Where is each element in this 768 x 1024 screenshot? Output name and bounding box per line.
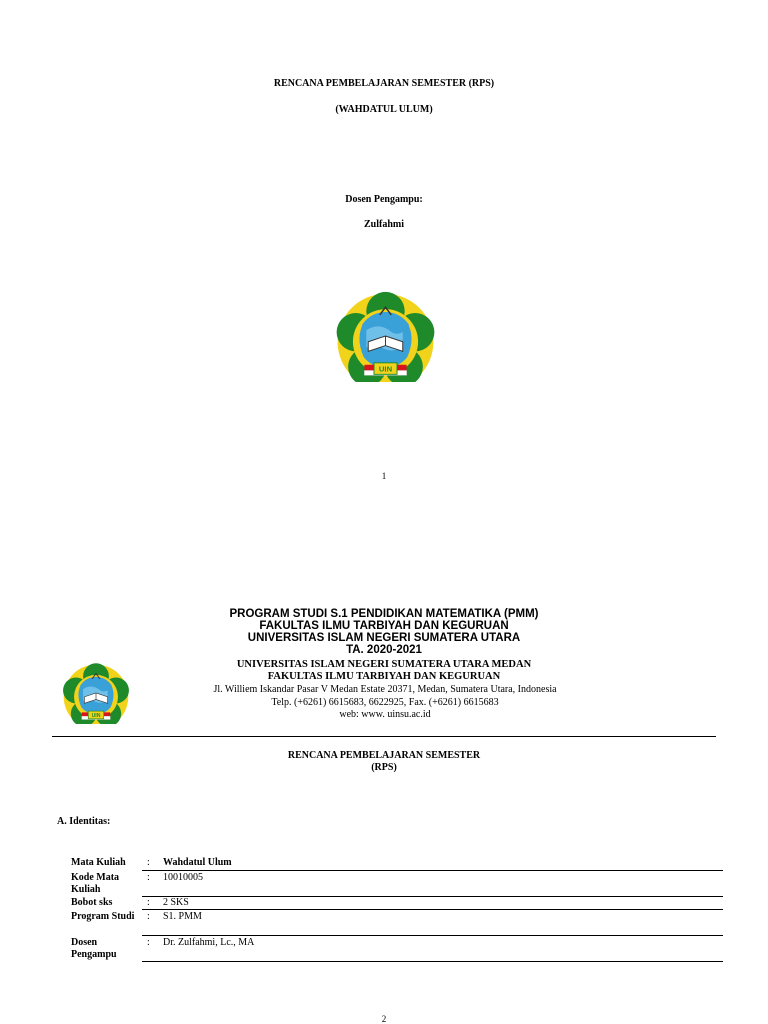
identity-label: Program Studi [71, 911, 135, 922]
identity-colon: : [147, 872, 150, 883]
identity-row-program [71, 911, 723, 937]
page-number-2: 2 [381, 1014, 387, 1024]
identity-value: Dr. Zulfahmi, Lc., MA [163, 937, 255, 948]
letterhead-faculty: FAKULTAS ILMU TARBIYAH DAN KEGURUAN [259, 620, 509, 632]
identity-row-line [142, 909, 723, 910]
letterhead-university: UNIVERSITAS ISLAM NEGERI SUMATERA UTARA [247, 632, 521, 644]
letterhead-program: PROGRAM STUDI S.1 PENDIDIKAN MATEMATIKA (PMM) [229, 608, 539, 620]
identity-row-course [71, 857, 723, 871]
identity-row-line [142, 935, 723, 936]
identity-row-lecturer [71, 937, 723, 963]
identity-value: S1. PMM [163, 911, 202, 922]
letterhead-phone: Telp. (+6261) 6615683, 6622925, Fax. (+6261) 6615683 [271, 697, 499, 708]
page-number-1: 1 [381, 471, 387, 481]
letterhead-university-city: UNIVERSITAS ISLAM NEGERI SUMATERA UTARA MEDAN [236, 659, 532, 670]
letterhead-academic-year: TA. 2020-2021 [346, 644, 422, 656]
letterhead-address: Jl. Williem Iskandar Pasar V Medan Estate 20371, Medan, Sumatera Utara, Indonesia [213, 684, 557, 695]
identity-colon: : [147, 937, 150, 948]
rps-title-line2: (RPS) [371, 762, 397, 773]
identity-row-line [142, 961, 723, 962]
identity-label: Bobot sks [71, 897, 113, 908]
identity-colon: : [147, 857, 150, 868]
uin-emblem-icon [332, 290, 439, 382]
cover-subtitle: (WAHDATUL ULUM) [335, 104, 433, 115]
cover-lecturer-label: Dosen Pengampu: [345, 194, 423, 205]
identity-label: Dosen Pengampu [71, 937, 117, 960]
identity-row-code [71, 872, 723, 897]
identity-value: 2 SKS [163, 897, 189, 908]
cover-title: RENCANA PEMBELAJARAN SEMESTER (RPS) [273, 78, 495, 89]
identity-value: 10010005 [163, 872, 203, 883]
letterhead-web: web: www. uinsu.ac.id [339, 709, 431, 720]
letterhead-faculty-2: FAKULTAS ILMU TARBIYAH DAN KEGURUAN [267, 671, 501, 682]
section-a-heading: A. Identitas: [57, 816, 111, 827]
identity-label: Mata Kuliah [71, 857, 126, 868]
identity-label: Kode Mata Kuliah [71, 872, 120, 895]
identity-colon: : [147, 911, 150, 922]
identity-colon: : [147, 897, 150, 908]
identity-row-credits [71, 897, 723, 910]
rps-title-line1: RENCANA PEMBELAJARAN SEMESTER [287, 750, 481, 761]
identity-row-line [142, 870, 723, 871]
letterhead-divider [52, 736, 716, 737]
identity-value: Wahdatul Ulum [163, 857, 232, 868]
cover-lecturer-name: Zulfahmi [363, 219, 404, 230]
uin-emblem-icon-small [60, 662, 132, 724]
